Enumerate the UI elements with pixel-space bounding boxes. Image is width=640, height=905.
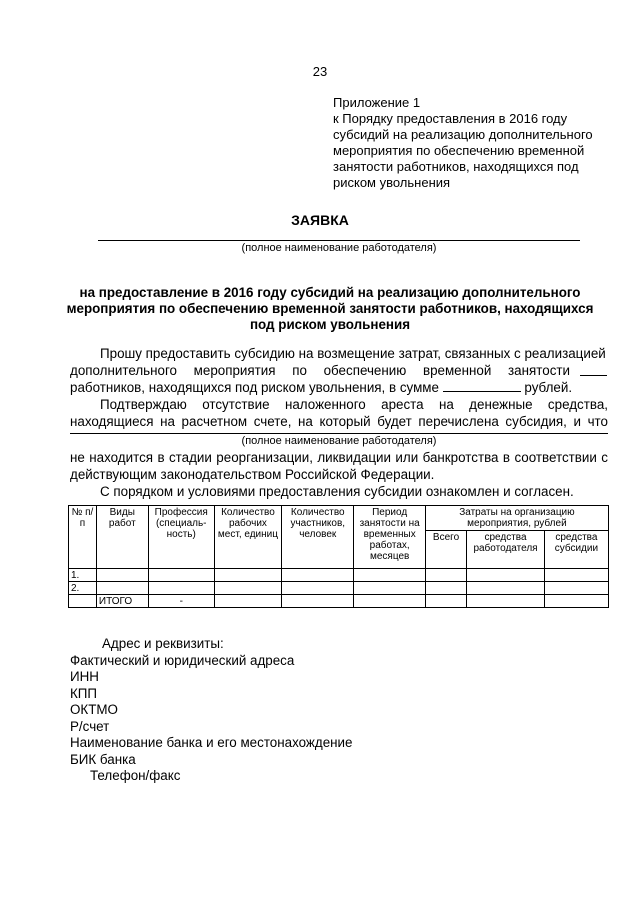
cell-profession: - <box>148 595 214 608</box>
confirm-text: находящиеся на расчетном счете, на который будет перечислена субсидия, и что <box>70 414 608 429</box>
status-text: не находится в стадии реорганизации, ликвидации или банкротства в соответствии с <box>70 450 608 465</box>
subject-line: под риском увольнения <box>249 317 411 332</box>
status-text: действующим законодательством Российской Федерации. <box>70 467 435 482</box>
appendix-line: субсидий на реализацию дополнительного <box>333 127 593 142</box>
table-row <box>69 582 609 595</box>
request-text: дополнительного мероприятия по обеспечению временной занятости <box>70 363 570 378</box>
cell-profession <box>148 582 214 595</box>
header-employer-funds: средства работодателя <box>467 531 545 569</box>
appendix-line: мероприятия по обеспечению временной <box>333 143 585 158</box>
appendix-line: занятости работников, находящихся под <box>333 159 579 174</box>
header-period: Период занятости на временных работах, месяцев <box>354 506 425 569</box>
request-amount-line <box>70 379 572 396</box>
requisites-item: Р/счет <box>70 718 110 734</box>
header-profession: Профессия (специаль-ность) <box>148 506 214 569</box>
request-text: рублей. <box>524 380 573 395</box>
subject-line: мероприятия по обеспечению временной занятости работников, находящихся <box>66 301 594 316</box>
appendix-note <box>333 95 618 191</box>
requisites-item: ИНН <box>70 669 99 684</box>
request-text: Прошу предоставить субсидию на возмещение затрат, связанных с реализацией <box>100 346 606 361</box>
amount-blank <box>443 390 521 392</box>
employer-name-line <box>98 240 580 241</box>
header-subsidy-funds: средства субсидии <box>544 531 608 569</box>
employer-name-line <box>70 433 608 434</box>
appendix-line: Приложение 1 <box>333 95 421 110</box>
table-header-row <box>69 506 609 531</box>
subject-line: на предоставление в 2016 году субсидий на реализацию дополнительного <box>79 285 581 300</box>
cell-work-types <box>96 582 148 595</box>
header-num: № п/п <box>69 506 97 569</box>
requisites-item: ОКТМО <box>70 702 118 717</box>
cell-num: 2. <box>69 582 97 595</box>
table-row <box>69 569 609 582</box>
appendix-line: риском увольнения <box>333 175 451 190</box>
requisites-block <box>70 636 352 785</box>
cell-num <box>69 595 97 608</box>
requisites-item: Фактический и юридический адреса <box>70 652 295 668</box>
header-total: Всего <box>425 531 466 569</box>
requisites-heading: Адрес и реквизиты: <box>102 636 224 651</box>
blank-line <box>580 375 607 376</box>
appendix-line: к Порядку предоставления в 2016 году <box>333 111 568 126</box>
request-text: работников, находящихся под риском увольнения, в сумме <box>70 380 439 395</box>
cell-profession <box>148 569 214 582</box>
agreement-text: С порядком и условиями предоставления субсидии ознакомлен и согласен. <box>100 484 574 499</box>
confirm-text: Подтверждаю отсутствие наложенного ареста на денежные средства, <box>100 397 608 412</box>
cell-work-types: ИТОГО <box>96 595 148 608</box>
jobs-table <box>68 505 609 608</box>
page-number: 23 <box>312 64 328 79</box>
header-participants: Количество участников, человек <box>282 506 354 569</box>
cell-num: 1. <box>69 569 97 582</box>
employer-caption: (полное наименование работодателя) <box>241 435 437 447</box>
application-subject <box>60 285 600 333</box>
table-total-row <box>69 595 609 608</box>
header-costs: Затраты на организацию мероприятия, рублей <box>425 506 608 531</box>
document-title: ЗАЯВКА <box>291 212 349 228</box>
requisites-item: Наименование банка и его местонахождение <box>70 735 353 750</box>
header-jobs-count: Количество рабочих мест, единиц <box>214 506 281 569</box>
requisites-item: КПП <box>70 685 98 701</box>
requisites-item: БИК банка <box>70 751 136 767</box>
header-work-types: Виды работ <box>96 506 148 569</box>
employer-caption: (полное наименование работодателя) <box>241 242 437 254</box>
requisites-phone: Телефон/факс <box>90 768 181 783</box>
cell-work-types <box>96 569 148 582</box>
